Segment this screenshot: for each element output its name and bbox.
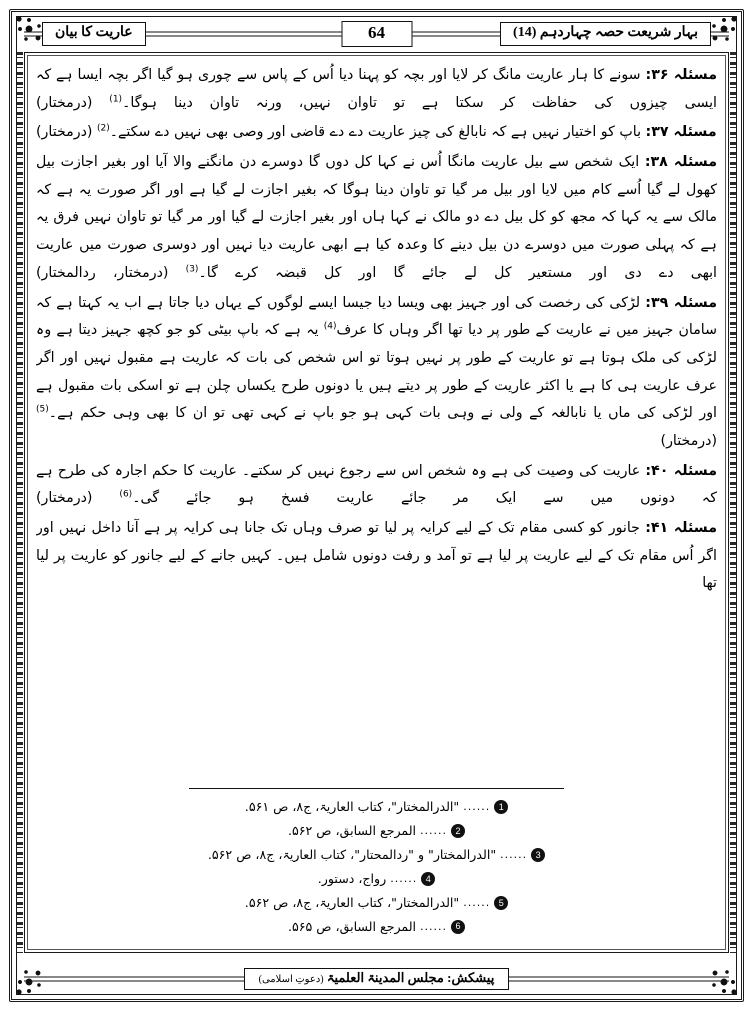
masala-text-39: لڑکی کی رخصت کی اور جہیز بھی ویسا دیا جیسا ایسے لوگوں کے یہاں دیا جاتا ہے اب یہ کہتا ہے کہ سامان جہیز میں نے عاریت کے طور پر دیا تھا اگر وہاں کا عرف	[36, 294, 717, 339]
footnote-item	[36, 891, 717, 915]
footnote-number: 1	[494, 800, 508, 814]
footnote-number: 3	[531, 848, 545, 862]
paragraph-masala-38	[36, 149, 717, 287]
masala-text-40: عاریت کی وصیت کی ہے وہ شخص اس سے رجوع نہیں کر سکتے۔ عاریت کا حکم اجارہ کی طرح ہے کہ دونوں میں سے ایک مر جائے عاریت فسخ ہو جائے گی۔	[36, 462, 717, 507]
page-footer	[24, 965, 729, 993]
masala-text-39b: یہ ہے کہ باپ بیٹی کو جو کچھ جہیز دیتا ہے وہ لڑکی کی ملک ہوتا ہے تو عاریت کے طور پر نہیں ہوتا تو اس شخص کی بات کہ عاریت ہے مقبول نہیں اور اگر عرف عاریت ہی کا ہے یا اکثر عاریت کے طور پر دیتے ہیں یا دونوں طرح یکساں چلن ہے تو اسکی بات مقبول ہے اور لڑکی کی ماں یا نابالغہ کے ولی نے وہی بات کہی ہو جو باپ نے کہی تھی تو ان کا بھی وہی حکم ہے۔	[36, 322, 717, 422]
footnote-item	[36, 867, 717, 891]
footnote-separator	[189, 788, 564, 789]
footnote-number: 4	[421, 872, 435, 886]
masala-label-39: مسئلہ ۳۹:	[645, 294, 717, 311]
footnote-text: "الدرالمختار"، کتاب العاریۃ، ج۸، ص ۵۶۲.	[244, 895, 460, 911]
header-book-title: بہار شریعت حصہ چہاردہم (14)	[500, 22, 711, 46]
masala-tail-38: (درمختار، ردالمختار)	[36, 264, 186, 281]
masala-tail-40: (درمختار)	[36, 490, 120, 507]
footnote-dots: ......	[420, 919, 448, 933]
footnote-dots: ......	[463, 895, 491, 909]
paragraph-masala-39	[36, 290, 717, 456]
footnote-text: المرجع السابق، ص ۵۶۵.	[287, 919, 417, 935]
footnote-item	[36, 819, 717, 843]
footnote-ref-2: (2)	[96, 123, 110, 134]
footnote-ref-1: (1)	[109, 93, 123, 104]
masala-tail-37: (درمختار)	[36, 124, 97, 141]
paragraph-masala-40	[36, 458, 717, 513]
ornament-band-left	[17, 52, 23, 953]
footnote-ref-5: (5)	[36, 404, 49, 415]
footer-publisher	[244, 968, 510, 990]
header-chapter-title: عاریت کا بیان	[42, 22, 146, 46]
footnote-text: "الدرالمختار" و "ردالمحتار"، کتاب العاریۃ، ج۸، ص ۵۶۲.	[207, 847, 497, 863]
footnote-item	[36, 795, 717, 819]
footnote-item	[36, 843, 717, 867]
footnote-number: 2	[451, 824, 465, 838]
masala-text-36: سونے کا ہار عاریت مانگ کر لایا اور بچہ کو پہنا دیا اُس کے پاس سے چوری ہو گیا اگر بچہ ایسا ہے کہ ایسی چیزوں کی حفاظت کر سکتا ہے تو تاوان نہیں، ورنہ تاوان دینا ہوگا۔	[36, 67, 717, 111]
masala-label-40: مسئلہ ۴۰:	[645, 462, 717, 479]
masala-tail-36: (درمختار)	[36, 94, 110, 111]
footnote-ref-3: (3)	[185, 264, 199, 275]
footnote-number: 6	[451, 920, 465, 934]
footnote-dots: ......	[390, 871, 418, 885]
footnote-number: 5	[494, 896, 508, 910]
page-number: 64	[341, 21, 412, 46]
footnote-item	[36, 915, 717, 939]
footnote-text: المرجع السابق، ص ۵۶۲.	[287, 823, 417, 839]
paragraph-masala-41	[36, 515, 717, 598]
masala-text-38: ایک شخص سے بیل عاریت مانگا اُس نے کہا کل دوں گا دوسرے دن مانگنے والا آیا اور بغیر اجازت بیل کھول لے گیا اُسے کام میں لایا اور بیل مر گیا تو تاوان دینا ہوگا کہ بغیر اجازت لے گیا ہے اور اگر صورت یہ ہے کہ مالک سے یہ کہا کہ مجھ کو کل بیل دے دو مالک نے کہا ہاں اور بغیر اجازت لے گیا اور مر گیا تو تاوان نہیں فرق یہ ہے کہ پہلی صورت میں دوسرے دن بیل دینے کا وعدہ کیا ہے ابھی عاریت دیا نہیں اور دوسری صورت میں عاریت ابھی دے دی اور مستعیر کل لے جائے گا اور کل قبضہ کرے گا۔	[36, 154, 717, 281]
footer-label: پیشکش:	[447, 970, 495, 985]
footnote-dots: ......	[500, 847, 528, 861]
footnote-text: رواج، دستور.	[317, 871, 387, 887]
footer-org: مجلس المدینۃ العلمیۃ	[326, 970, 444, 985]
masala-tail-39: (درمختار)	[660, 432, 717, 449]
masala-label-41: مسئلہ ۴۱:	[645, 520, 717, 536]
masala-text-37: باپ کو اختیار نہیں ہے کہ نابالغ کی چیز عاریت دے دے قاضی اور وصی بھی نہیں دے سکتے۔	[109, 124, 646, 141]
paragraph-masala-36	[36, 62, 717, 117]
masala-label-38: مسئلہ ۳۸:	[644, 154, 717, 171]
footnote-dots: ......	[463, 799, 491, 813]
footer-sub: (دعوتِ اسلامی)	[258, 974, 324, 985]
footnote-ref-4: (4)	[323, 321, 337, 332]
masala-label-36: مسئلہ ۳۶:	[645, 67, 717, 83]
masala-label-37: مسئلہ ۳۷:	[645, 124, 717, 141]
footnotes-section	[36, 788, 717, 939]
paragraph-masala-37	[36, 119, 717, 147]
ornament-band-right	[730, 52, 736, 953]
masala-text-41: جانور کو کسی مقام تک کے لیے کرایہ پر لیا تو صرف وہاں تک جانا ہی کرایہ پر ہے آنا داخل نہیں اور اگر اُس مقام تک کے لیے عاریت پر لیا ہے تو آمد و رفت دونوں شامل ہیں۔ کہیں جانے کے لیے جانور کو عاریت پر لیا تھا	[36, 520, 717, 592]
footnote-ref-6: (6)	[119, 489, 133, 500]
footnote-text: "الدرالمختار"، کتاب العاریۃ، ج۸، ص ۵۶۱.	[244, 799, 460, 815]
footnote-dots: ......	[420, 823, 448, 837]
page-header	[24, 18, 729, 50]
